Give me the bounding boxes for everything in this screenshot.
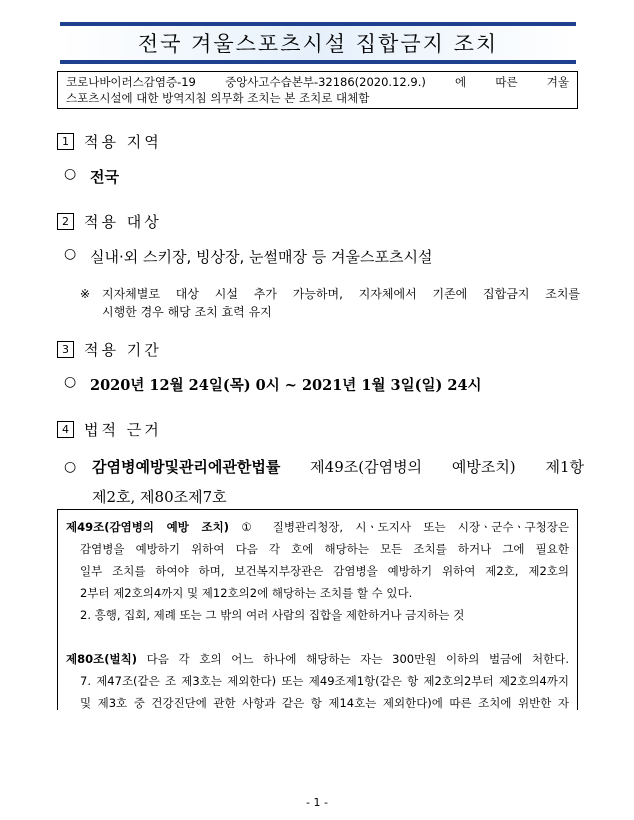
spacer [66, 626, 569, 648]
bullet-mark: ○ [64, 166, 77, 182]
section-number: 3 [57, 341, 74, 358]
section-label: 적용 지역 [84, 133, 162, 151]
notice-line-2: 스포츠시설에 대한 방역지침 의무화 조치는 본 조치로 대체함 [66, 91, 370, 105]
bullet-mark: ○ [64, 246, 77, 262]
law-line-1 [64, 452, 584, 482]
bullet-mark: ○ [64, 459, 77, 475]
period-value: 2020년 12월 24일(목) 0시 ~ 2021년 1월 3일(일) 24시 [90, 377, 482, 394]
target-note [80, 285, 580, 321]
reference-mark: ※ [80, 287, 91, 301]
article-49-item-2: 2. 흥행, 집회, 제례 또는 그 밖의 여러 사람의 집합을 제한하거나 금지하는 것 [80, 608, 465, 622]
section-number: 2 [57, 213, 74, 230]
section-heading-target [57, 211, 162, 232]
law-name: 감염병예방및관리에관한법률 [92, 458, 281, 476]
page-title: 전국 겨울스포츠시설 집합금지 조치 [137, 32, 499, 56]
section-number: 1 [57, 133, 74, 150]
section-label: 적용 기간 [84, 341, 162, 359]
period-item [64, 374, 482, 395]
section-label: 법적 근거 [84, 421, 162, 439]
target-value: 실내·외 스키장, 빙상장, 눈썰매장 등 겨울스포츠시설 [90, 248, 433, 266]
article-80-heading: 제80조(벌칙) [66, 652, 137, 666]
bullet-mark: ○ [64, 374, 77, 390]
article-49-heading: 제49조(감염병의 예방 조치) [66, 520, 230, 534]
section-heading-period [57, 339, 162, 360]
law-articles: 제49조(감염병의 예방조치) 제1항 [310, 458, 584, 476]
page-number: - 1 - [306, 796, 328, 809]
law-line-2: 제2호, 제80조제7호 [92, 488, 227, 506]
section-label: 적용 대상 [84, 213, 162, 231]
article-49-text: ① 질병관리청장, 시ㆍ도지사 또는 시장ㆍ군수ㆍ구청장은 [241, 520, 569, 534]
title-banner [60, 22, 576, 64]
article-49-line-3: 일부 조치를 하여야 하며, 보건복지부장관은 감염병을 예방하기 위하여 제2호, 제2호의 [80, 564, 569, 578]
law-excerpt-box [57, 509, 578, 710]
article-49-line-1 [66, 516, 569, 538]
note-line-1: 지자체별로 대상 시설 추가 가능하며, 지자체에서 기존에 집합금지 조치를 [102, 287, 580, 301]
region-item [64, 166, 119, 187]
region-value: 전국 [90, 168, 119, 186]
law-item [64, 452, 584, 512]
article-80-line-1 [66, 648, 569, 670]
section-number: 4 [57, 421, 74, 438]
target-item [64, 246, 432, 267]
section-heading-law [57, 419, 162, 440]
note-line-2: 시행한 경우 해당 조치 효력 유지 [102, 305, 272, 319]
article-80-line-2: 7. 제47조(같은 조 제3호는 제외한다) 또는 제49조제1항(같은 항 제2호의2부터 제2호의4까지 [80, 674, 569, 688]
notice-box [57, 71, 578, 109]
section-heading-region [57, 131, 162, 152]
article-80-line-3: 및 제3호 중 건강진단에 관한 사항과 같은 항 제14호는 제외한다)에 따른 조치에 위반한 자 [80, 696, 569, 710]
article-49-line-2: 감염병을 예방하기 위하여 다음 각 호에 해당하는 모든 조치를 하거나 그에 필요한 [80, 542, 569, 556]
article-49-line-4: 2부터 제2호의4까지 및 제12호의2에 해당하는 조치를 할 수 있다. [80, 586, 413, 600]
notice-line-1: 코로나바이러스감염증-19 중앙사고수습본부-32186(2020.12.9.) 에 따른 겨울 [66, 75, 569, 89]
article-80-text: 다음 각 호의 어느 하나에 해당하는 자는 300만원 이하의 벌금에 처한다. [146, 652, 569, 666]
